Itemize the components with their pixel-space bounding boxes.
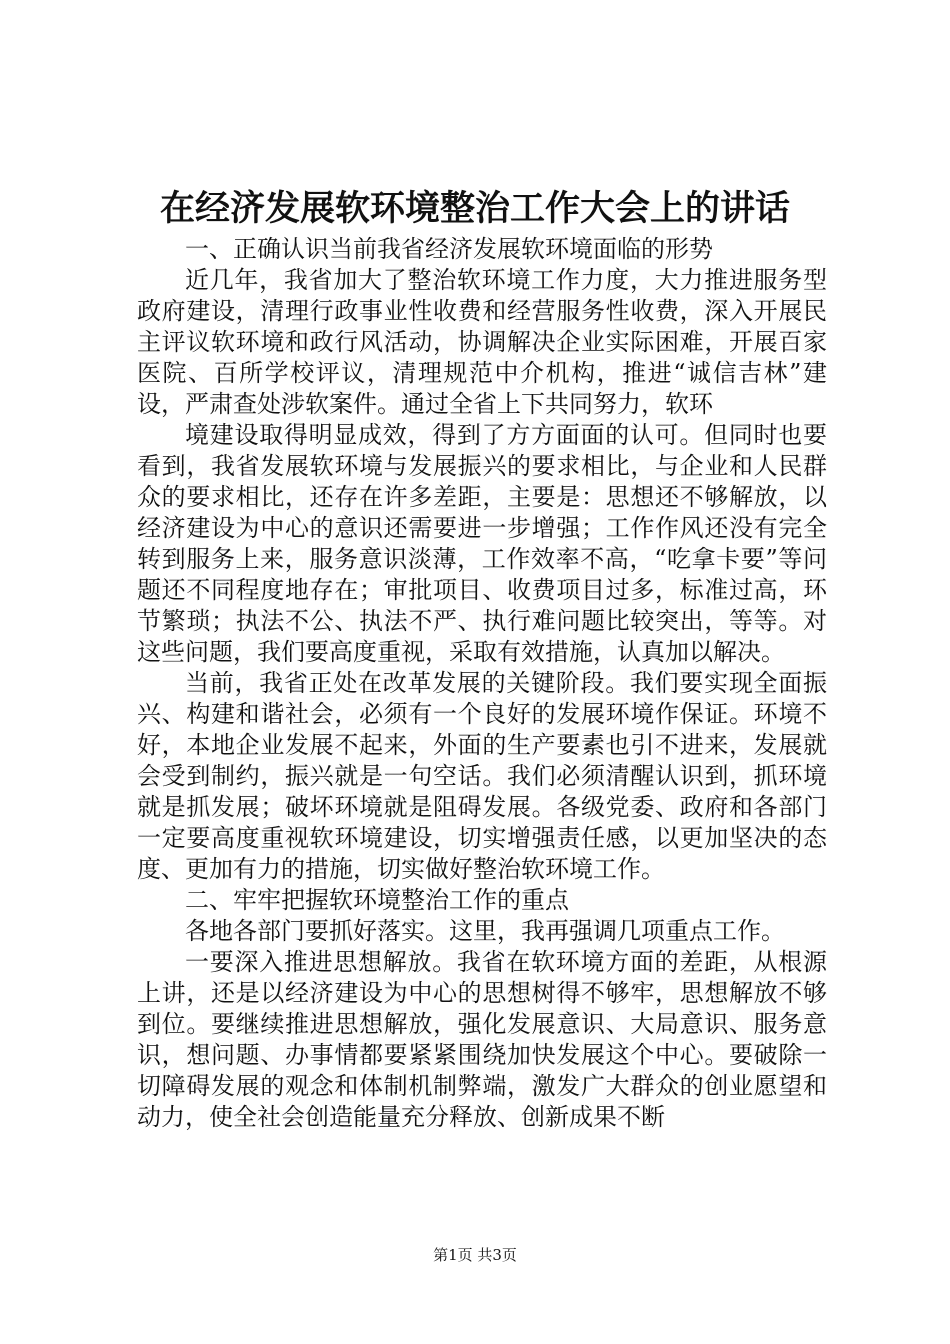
section-heading-2: 二、牢牢把握软环境整治工作的重点 <box>185 886 569 914</box>
section-heading-1: 一、正确认识当前我省经济发展软环境面临的形势 <box>185 235 713 263</box>
body-paragraph: 近几年，我省加大了整治软环境工作力度，大力推进服务型政府建设，清理行政事业性收费和经营服务性收费，深入开展民主评议软环境和政行风活动，协调解决企业实际困难，开展百家医院、百所学校评议，清理规范中介机构，推进“诚信吉林”建设，严肃查处涉软案件。通过全省上下共同努力，软环 <box>137 266 827 418</box>
body-paragraph: 各地各部门要抓好落实。这里，我再强调几项重点工作。 <box>185 917 785 945</box>
body-paragraph: 当前，我省正处在改革发展的关键阶段。我们要实现全面振兴、构建和谐社会，必须有一个良好的发展环境作保证。环境不好，本地企业发展不起来，外面的生产要素也引不进来，发展就会受到制约，振兴就是一句空话。我们必须清醒认识到，抓环境就是抓发展；破坏环境就是阻碍发展。各级党委、政府和各部门一定要高度重视软环境建设，切实增强责任感，以更加坚决的态度、更加有力的措施，切实做好整治软环境工作。 <box>137 669 827 883</box>
body-paragraph: 一要深入推进思想解放。我省在软环境方面的差距，从根源上讲，还是以经济建设为中心的思想树得不够牢，思想解放不够到位。要继续推进思想解放，强化发展意识、大局意识、服务意识，想问题、办事情都要紧紧围绕加快发展这个中心。要破除一切障碍发展的观念和体制机制弊端，激发广大群众的创业愿望和动力，使全社会创造能量充分释放、创新成果不断 <box>137 948 827 1131</box>
page-number-footer: 第1页 共3页 <box>433 1246 517 1264</box>
document-body <box>137 234 827 1133</box>
body-paragraph: 境建设取得明显成效，得到了方方面面的认可。但同时也要看到，我省发展软环境与发展振兴的要求相比，与企业和人民群众的要求相比，还存在许多差距，主要是：思想还不够解放，以经济建设为中心的意识还需要进一步增强；工作作风还没有完全转到服务上来，服务意识淡薄，工作效率不高，“吃拿卡要”等问题还不同程度地存在；审批项目、收费项目过多，标准过高，环节繁琐；执法不公、执法不严、执行难问题比较突出，等等。对这些问题，我们要高度重视，采取有效措施，认真加以解决。 <box>137 421 827 666</box>
document-title: 在经济发展软环境整治工作大会上的讲话 <box>159 188 790 229</box>
